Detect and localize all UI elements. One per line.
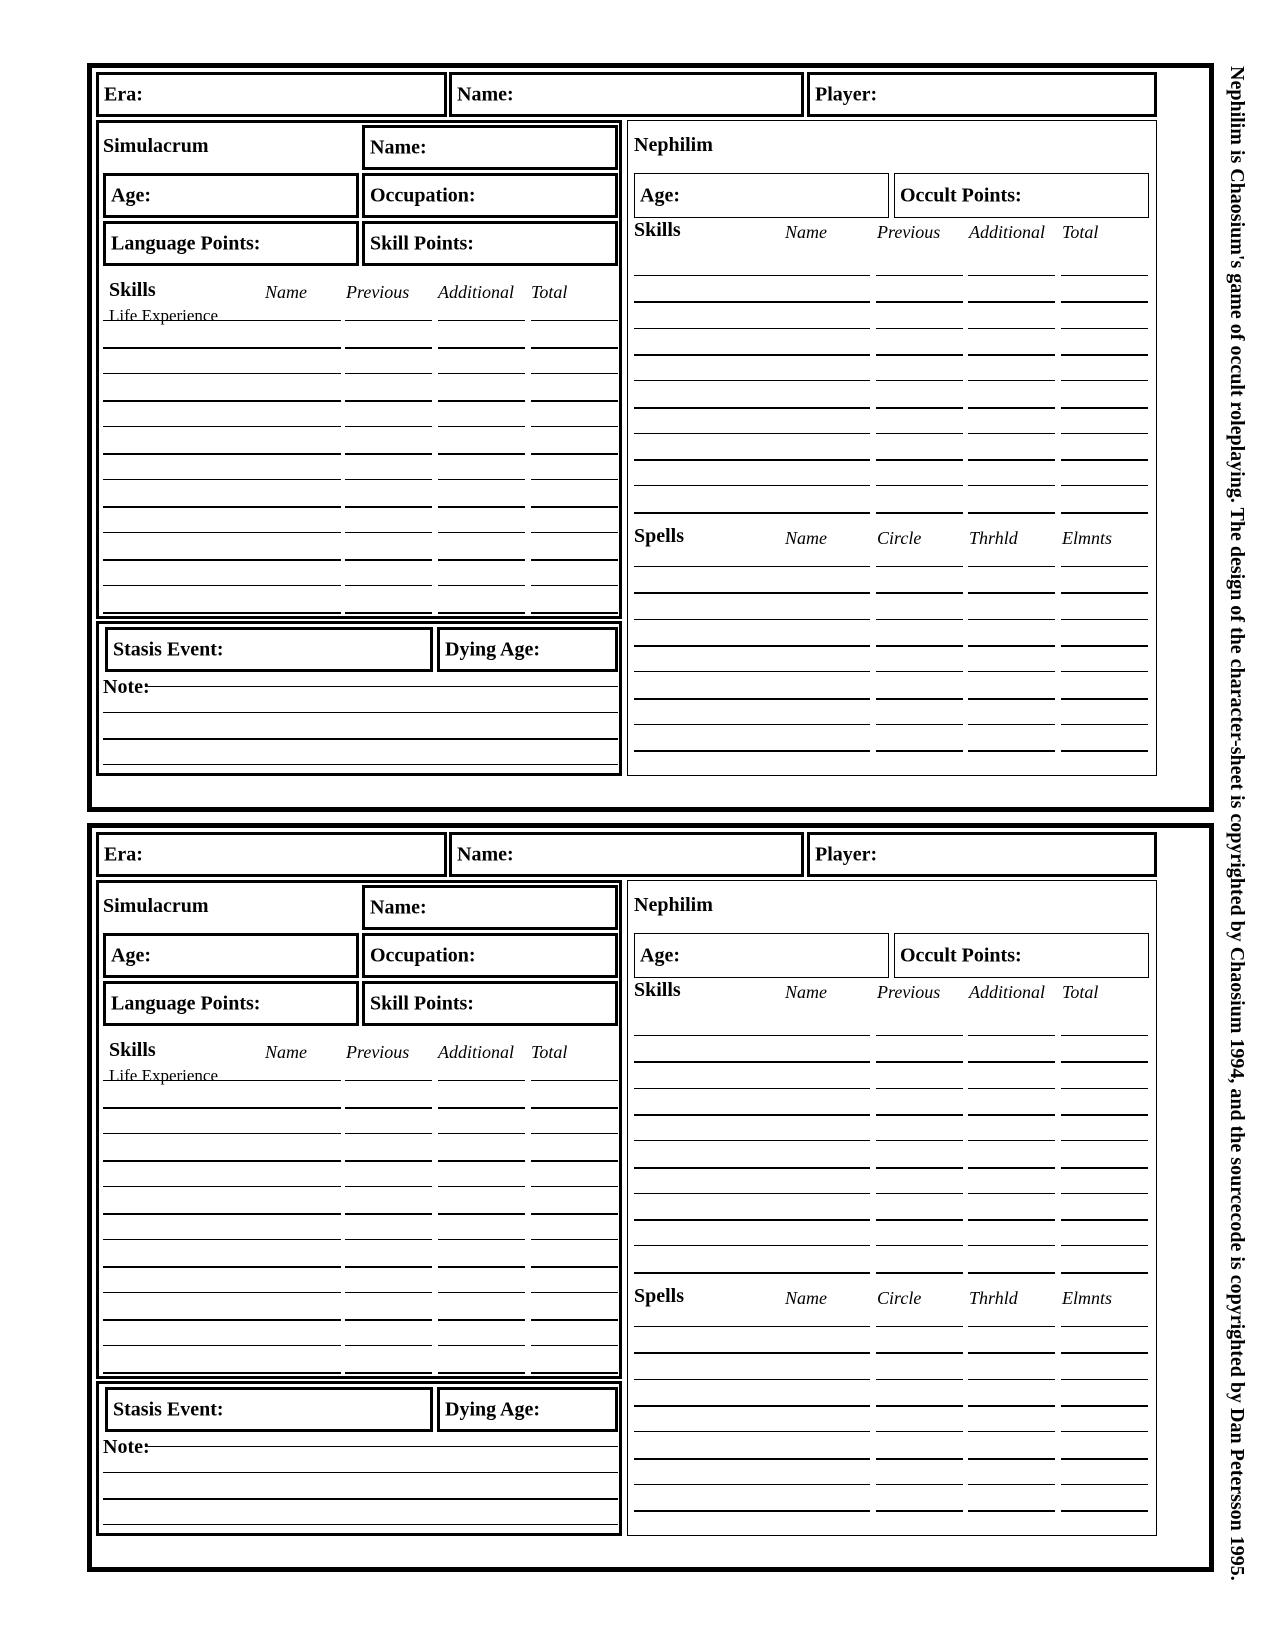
language-points-label: Language Points: bbox=[111, 232, 261, 254]
simulacrum-skills-title: Skills bbox=[109, 279, 156, 301]
line-segment bbox=[531, 1345, 618, 1346]
spells-col-circle: Circle bbox=[877, 1288, 922, 1308]
line-segment bbox=[634, 750, 870, 752]
line-segment bbox=[345, 1266, 432, 1268]
line-segment bbox=[438, 585, 525, 586]
line-segment bbox=[634, 1458, 870, 1460]
line-segment bbox=[968, 750, 1055, 752]
line-segment bbox=[345, 1319, 432, 1321]
line-segment bbox=[103, 612, 341, 614]
line-segment bbox=[876, 750, 963, 752]
line-segment bbox=[1061, 750, 1148, 752]
line-segment bbox=[968, 698, 1055, 700]
line-segment bbox=[1061, 1484, 1148, 1485]
line-segment bbox=[145, 686, 618, 687]
line-segment bbox=[1061, 1431, 1148, 1432]
line-segment bbox=[531, 1186, 618, 1187]
line-segment bbox=[438, 532, 525, 533]
nephilim-age-label: Age: bbox=[640, 944, 680, 966]
nephilim-col-name: Name bbox=[785, 982, 827, 1002]
line-segment bbox=[103, 506, 341, 508]
line-segment bbox=[531, 1319, 618, 1321]
line-segment bbox=[1061, 1510, 1148, 1512]
line-segment bbox=[634, 724, 870, 725]
line-segment bbox=[968, 671, 1055, 672]
line-segment bbox=[145, 1446, 618, 1447]
line-segment bbox=[438, 612, 525, 614]
line-segment bbox=[103, 400, 341, 402]
name-label: Name: bbox=[457, 83, 514, 105]
line-segment bbox=[345, 1133, 432, 1134]
line-segment bbox=[876, 566, 963, 567]
line-segment bbox=[103, 764, 618, 765]
line-segment bbox=[345, 585, 432, 586]
line-segment bbox=[531, 426, 618, 427]
spells-col-thrhld: Thrhld bbox=[969, 528, 1018, 548]
line-segment bbox=[345, 347, 432, 349]
line-segment bbox=[876, 1326, 963, 1327]
nephilim-col-total: Total bbox=[1062, 222, 1099, 242]
simulacrum-col-name: Name bbox=[265, 282, 307, 302]
line-segment bbox=[634, 1352, 870, 1354]
spells-title: Spells bbox=[634, 525, 685, 547]
spells-col-elmnts: Elmnts bbox=[1062, 1288, 1113, 1308]
simulacrum-skills-title: Skills bbox=[109, 1039, 156, 1061]
line-segment bbox=[531, 612, 618, 614]
nephilim-skills-title: Skills bbox=[634, 979, 681, 1001]
line-segment bbox=[1061, 1326, 1148, 1327]
line-segment bbox=[438, 479, 525, 480]
nephilim-skills-title: Skills bbox=[634, 219, 681, 241]
line-segment bbox=[103, 373, 341, 374]
skill-points-label: Skill Points: bbox=[370, 232, 474, 254]
line-segment bbox=[103, 1107, 341, 1109]
line-segment bbox=[345, 400, 432, 402]
line-segment bbox=[345, 1107, 432, 1109]
dying-age-label: Dying Age: bbox=[445, 1398, 540, 1420]
line-segment bbox=[438, 400, 525, 402]
line-segment bbox=[438, 1239, 525, 1240]
line-segment bbox=[531, 1372, 618, 1374]
line-segment bbox=[438, 1133, 525, 1134]
line-segment bbox=[531, 1160, 618, 1162]
line-segment bbox=[103, 1372, 341, 1374]
line-segment bbox=[634, 1431, 870, 1432]
era-field[interactable] bbox=[96, 832, 447, 877]
line-segment bbox=[1061, 724, 1148, 725]
nephilim-panel bbox=[627, 880, 1157, 1536]
nephilim-title: Nephilim bbox=[634, 894, 713, 916]
line-segment bbox=[968, 724, 1055, 725]
simulacrum-panel bbox=[96, 120, 622, 619]
simulacrum-col-additional: Additional bbox=[438, 282, 514, 302]
line-segment bbox=[345, 1239, 432, 1240]
line-segment bbox=[345, 320, 432, 321]
nephilim-col-name: Name bbox=[785, 222, 827, 242]
line-segment bbox=[634, 1510, 870, 1512]
line-segment bbox=[345, 1080, 432, 1081]
line-segment bbox=[103, 1472, 618, 1473]
line-segment bbox=[1061, 1405, 1148, 1407]
line-segment bbox=[876, 645, 963, 647]
simulacrum-name-label: Name: bbox=[370, 896, 427, 918]
line-segment bbox=[531, 1266, 618, 1268]
line-segment bbox=[1061, 1458, 1148, 1460]
simulacrum-col-total: Total bbox=[531, 1042, 568, 1062]
stasis-event-label: Stasis Event: bbox=[113, 1398, 224, 1420]
line-segment bbox=[438, 320, 525, 321]
nephilim-col-additional: Additional bbox=[969, 982, 1045, 1002]
skill-points-label: Skill Points: bbox=[370, 992, 474, 1014]
simulacrum-age-label: Age: bbox=[111, 184, 151, 206]
line-segment bbox=[1061, 566, 1148, 567]
line-segment bbox=[103, 453, 341, 455]
line-segment bbox=[438, 1319, 525, 1321]
line-segment bbox=[531, 1107, 618, 1109]
line-segment bbox=[345, 426, 432, 427]
line-segment bbox=[634, 566, 870, 567]
line-segment bbox=[103, 320, 341, 321]
line-segment bbox=[634, 1484, 870, 1485]
line-segment bbox=[531, 373, 618, 374]
line-segment bbox=[531, 1213, 618, 1215]
nephilim-col-total: Total bbox=[1062, 982, 1099, 1002]
line-segment bbox=[103, 1186, 341, 1187]
character-sheet bbox=[87, 823, 1214, 1572]
line-segment bbox=[438, 1080, 525, 1081]
line-segment bbox=[876, 1379, 963, 1380]
line-segment bbox=[1061, 698, 1148, 700]
line-segment bbox=[103, 738, 618, 740]
line-segment bbox=[103, 1080, 341, 1081]
occupation-label: Occupation: bbox=[370, 184, 476, 206]
stasis-panel bbox=[96, 1381, 622, 1536]
player-field[interactable] bbox=[807, 72, 1157, 117]
simulacrum-col-total: Total bbox=[531, 282, 568, 302]
line-segment bbox=[438, 347, 525, 349]
line-segment bbox=[438, 506, 525, 508]
line-segment bbox=[103, 1319, 341, 1321]
line-segment bbox=[438, 1292, 525, 1293]
spells-col-elmnts: Elmnts bbox=[1062, 528, 1113, 548]
line-segment bbox=[345, 1345, 432, 1346]
line-segment bbox=[1061, 671, 1148, 672]
line-segment bbox=[345, 479, 432, 480]
character-name-field[interactable] bbox=[449, 832, 804, 877]
line-segment bbox=[531, 559, 618, 561]
dying-age-label: Dying Age: bbox=[445, 638, 540, 660]
player-label: Player: bbox=[815, 843, 878, 865]
simulacrum-title: Simulacrum bbox=[103, 135, 209, 157]
line-segment bbox=[634, 592, 870, 594]
line-segment bbox=[968, 1484, 1055, 1485]
spells-col-name: Name bbox=[785, 528, 827, 548]
simulacrum-col-name: Name bbox=[265, 1042, 307, 1062]
line-segment bbox=[103, 1292, 341, 1293]
line-segment bbox=[531, 1292, 618, 1293]
line-segment bbox=[345, 373, 432, 374]
simulacrum-panel bbox=[96, 880, 622, 1379]
nephilim-col-additional: Additional bbox=[969, 222, 1045, 242]
occult-points-label: Occult Points: bbox=[900, 184, 1022, 206]
line-segment bbox=[438, 1345, 525, 1346]
simulacrum-title: Simulacrum bbox=[103, 895, 209, 917]
copyright-notice bbox=[1226, 66, 1266, 1581]
line-segment bbox=[876, 724, 963, 725]
occult-points-label: Occult Points: bbox=[900, 944, 1022, 966]
language-points-label: Language Points: bbox=[111, 992, 261, 1014]
line-segment bbox=[103, 1498, 618, 1500]
stasis-panel bbox=[96, 621, 622, 776]
line-segment bbox=[634, 645, 870, 647]
line-segment bbox=[438, 1213, 525, 1215]
line-segment bbox=[1061, 619, 1148, 620]
line-segment bbox=[968, 1510, 1055, 1512]
stasis-event-label: Stasis Event: bbox=[113, 638, 224, 660]
player-label: Player: bbox=[815, 83, 878, 105]
line-segment bbox=[438, 559, 525, 561]
line-segment bbox=[103, 1213, 341, 1215]
line-segment bbox=[968, 1352, 1055, 1354]
line-segment bbox=[103, 1345, 341, 1346]
line-segment bbox=[968, 619, 1055, 620]
name-label: Name: bbox=[457, 843, 514, 865]
line-segment bbox=[876, 1352, 963, 1354]
line-segment bbox=[103, 585, 341, 586]
line-segment bbox=[876, 1405, 963, 1407]
era-label: Era: bbox=[104, 83, 143, 105]
player-field[interactable] bbox=[807, 832, 1157, 877]
spells-col-name: Name bbox=[785, 1288, 827, 1308]
line-segment bbox=[438, 373, 525, 374]
line-segment bbox=[1061, 1379, 1148, 1380]
note-label: Note: bbox=[103, 1436, 150, 1458]
line-segment bbox=[438, 1107, 525, 1109]
nephilim-title: Nephilim bbox=[634, 134, 713, 156]
line-segment bbox=[438, 1186, 525, 1187]
line-segment bbox=[103, 559, 341, 561]
line-segment bbox=[103, 532, 341, 533]
line-segment bbox=[968, 1379, 1055, 1380]
line-segment bbox=[103, 712, 618, 713]
line-segment bbox=[345, 559, 432, 561]
simulacrum-col-additional: Additional bbox=[438, 1042, 514, 1062]
line-segment bbox=[103, 1133, 341, 1134]
line-segment bbox=[968, 592, 1055, 594]
line-segment bbox=[345, 506, 432, 508]
line-segment bbox=[438, 426, 525, 427]
line-segment bbox=[876, 671, 963, 672]
era-label: Era: bbox=[104, 843, 143, 865]
line-segment bbox=[345, 1186, 432, 1187]
line-segment bbox=[634, 698, 870, 700]
line-segment bbox=[968, 1458, 1055, 1460]
line-segment bbox=[531, 320, 618, 321]
line-segment bbox=[531, 453, 618, 455]
line-segment bbox=[345, 612, 432, 614]
line-segment bbox=[438, 453, 525, 455]
line-segment bbox=[876, 1510, 963, 1512]
spells-col-thrhld: Thrhld bbox=[969, 1288, 1018, 1308]
line-segment bbox=[531, 532, 618, 533]
line-segment bbox=[968, 1326, 1055, 1327]
era-field[interactable] bbox=[96, 72, 447, 117]
simulacrum-age-label: Age: bbox=[111, 944, 151, 966]
line-segment bbox=[103, 1239, 341, 1240]
line-segment bbox=[438, 1372, 525, 1374]
line-segment bbox=[876, 619, 963, 620]
occupation-label: Occupation: bbox=[370, 944, 476, 966]
line-segment bbox=[634, 1326, 870, 1327]
spells-col-circle: Circle bbox=[877, 528, 922, 548]
life-experience-label: Life Experience bbox=[109, 1066, 219, 1085]
line-segment bbox=[876, 592, 963, 594]
line-segment bbox=[531, 585, 618, 586]
line-segment bbox=[1061, 645, 1148, 647]
line-segment bbox=[634, 619, 870, 620]
line-segment bbox=[968, 566, 1055, 567]
note-label: Note: bbox=[103, 676, 150, 698]
simulacrum-col-previous: Previous bbox=[346, 1042, 410, 1062]
line-segment bbox=[876, 1484, 963, 1485]
line-segment bbox=[345, 1372, 432, 1374]
line-segment bbox=[345, 532, 432, 533]
spells-title: Spells bbox=[634, 1285, 685, 1307]
line-segment bbox=[634, 671, 870, 672]
nephilim-col-previous: Previous bbox=[877, 222, 941, 242]
copyright-text: Nephilim is Chaosium's game of occult roleplaying. The design of the character-sheet is copyrighted by Chaosium 1994, and the sourcecode is copyrighted by Dan Petersson 1995. bbox=[1226, 66, 1248, 1581]
line-segment bbox=[968, 1431, 1055, 1432]
line-segment bbox=[531, 1239, 618, 1240]
simulacrum-col-previous: Previous bbox=[346, 282, 410, 302]
line-segment bbox=[531, 479, 618, 480]
line-segment bbox=[345, 1213, 432, 1215]
line-segment bbox=[103, 426, 341, 427]
line-segment bbox=[345, 1292, 432, 1293]
nephilim-age-label: Age: bbox=[640, 184, 680, 206]
line-segment bbox=[531, 347, 618, 349]
line-segment bbox=[438, 1266, 525, 1268]
line-segment bbox=[345, 1160, 432, 1162]
line-segment bbox=[103, 479, 341, 480]
line-segment bbox=[345, 453, 432, 455]
character-sheet bbox=[87, 63, 1214, 812]
line-segment bbox=[876, 698, 963, 700]
line-segment bbox=[531, 506, 618, 508]
simulacrum-name-label: Name: bbox=[370, 136, 427, 158]
line-segment bbox=[1061, 1352, 1148, 1354]
life-experience-label: Life Experience bbox=[109, 306, 219, 325]
character-name-field[interactable] bbox=[449, 72, 804, 117]
line-segment bbox=[876, 1431, 963, 1432]
line-segment bbox=[1061, 592, 1148, 594]
line-segment bbox=[531, 1133, 618, 1134]
line-segment bbox=[634, 1405, 870, 1407]
nephilim-panel bbox=[627, 120, 1157, 776]
line-segment bbox=[103, 1160, 341, 1162]
line-segment bbox=[103, 1266, 341, 1268]
line-segment bbox=[531, 1080, 618, 1081]
nephilim-col-previous: Previous bbox=[877, 982, 941, 1002]
line-segment bbox=[876, 1458, 963, 1460]
line-segment bbox=[103, 347, 341, 349]
line-segment bbox=[968, 1405, 1055, 1407]
line-segment bbox=[438, 1160, 525, 1162]
line-segment bbox=[531, 400, 618, 402]
line-segment bbox=[103, 1524, 618, 1525]
line-segment bbox=[634, 1379, 870, 1380]
line-segment bbox=[968, 645, 1055, 647]
